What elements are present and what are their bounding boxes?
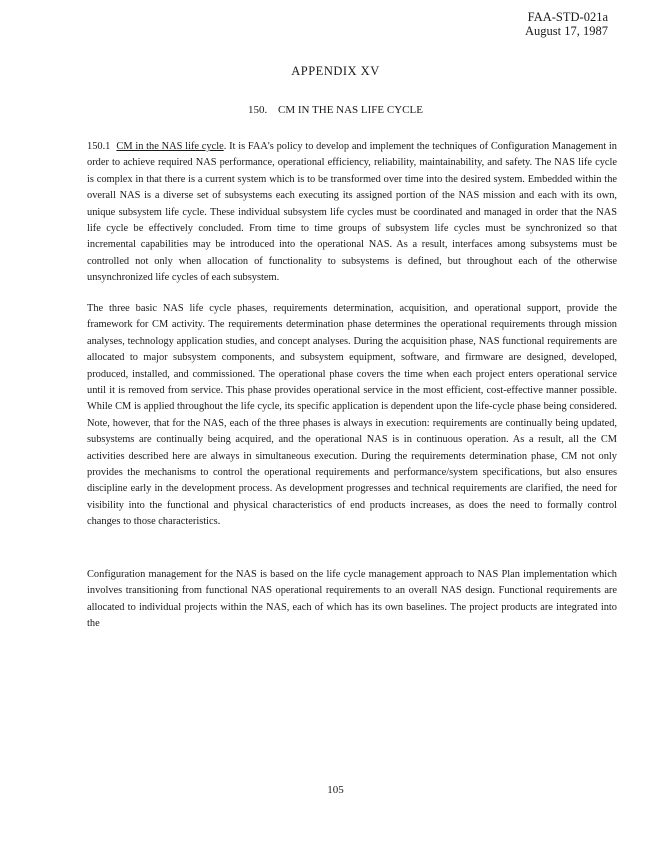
paragraph-number: 150.1 [87,141,111,152]
section-number: 150. [248,104,268,116]
paragraph-heading: CM in the NAS life cycle [116,141,224,152]
document-date: August 17, 1987 [525,24,608,38]
paragraph-3 [87,567,617,643]
paragraph-1 [87,139,617,297]
document-header [525,10,608,38]
paragraph-2-text: The three basic NAS life cycle phases, requirements determination, acquisition, and operational support, provide the framework for CM activity. The requirements determination phase determines the operational requirements through mission analyses, technology application studies, and concept analyses. During the acquisition phase, NAS functional requirements are allocated to major subsystem components, and subsystem equipment, software, and firmware are designed, developed, produced, installed, and commissioned. The operational phase covers the time when each project enters operational service until it is removed from service. This phase provides operational service in the most efficient, cost-effective manner possible. While CM is applied throughout the life cycle, its specific application is dependent upon the life-cycle phase being considered. Note, however, that for the NAS, each of the three phases is always in execution: requirements are continually being updated, subsystems are continually being acquired, and the operational NAS is in continuous operation. As a result, all the CM activities described here are always in simultaneous execution. During the requirements determination phase, CM not only provides the mechanisms to control the operational requirements and performance/system specifications, but also ensures discipline early in the development process. As development progresses and technical requirements are clarified, the need for visibility into the functional and physical characteristics of end products increases, as does the need to formally control changes to those characteristics. [87,303,617,528]
appendix-title: APPENDIX XV [291,64,380,78]
section-title [0,104,671,116]
paragraph-1-body: . It is FAA's policy to develop and implement the techniques of Configuration Management in order to achieve required NAS performance, operational efficiency, reliability, maintainability, and safety. The NAS life cycle is complex in that there is a current system which is to be transformed over time into the desired system. Embedded within the overall NAS is a diverse set of subsystems each executing its assigned portion of the NAS mission and each with its own, unique subsystem life cycle. These individual subsystem life cycles must be coordinated and managed in order that the NAS life cycle be effectively concluded. From time to time groups of subsystem life cycles must be synchronized so that incremental capabilities may be introduced into the operational NAS. As a result, interfaces among subsystems must be controlled not only when allocation of functionality to subsystems is defined, but throughout each of the otherwise unsynchronized life cycles of each subsystem. [87,141,618,284]
paragraph-2 [87,301,617,541]
paragraph-1-text [87,139,617,287]
page-number: 105 [327,784,344,796]
paragraph-3-text: Configuration management for the NAS is based on the life cycle management approach to NAS Plan implementation which involves transitioning from functional NAS operational requirements to an overall NAS design. Functional requirements are allocated to individual projects within the NAS, each of which has its own baselines. The project products are integrated into the [87,569,617,630]
section-title-text: CM IN THE NAS LIFE CYCLE [278,104,423,116]
document-id: FAA-STD-021a [527,10,608,24]
